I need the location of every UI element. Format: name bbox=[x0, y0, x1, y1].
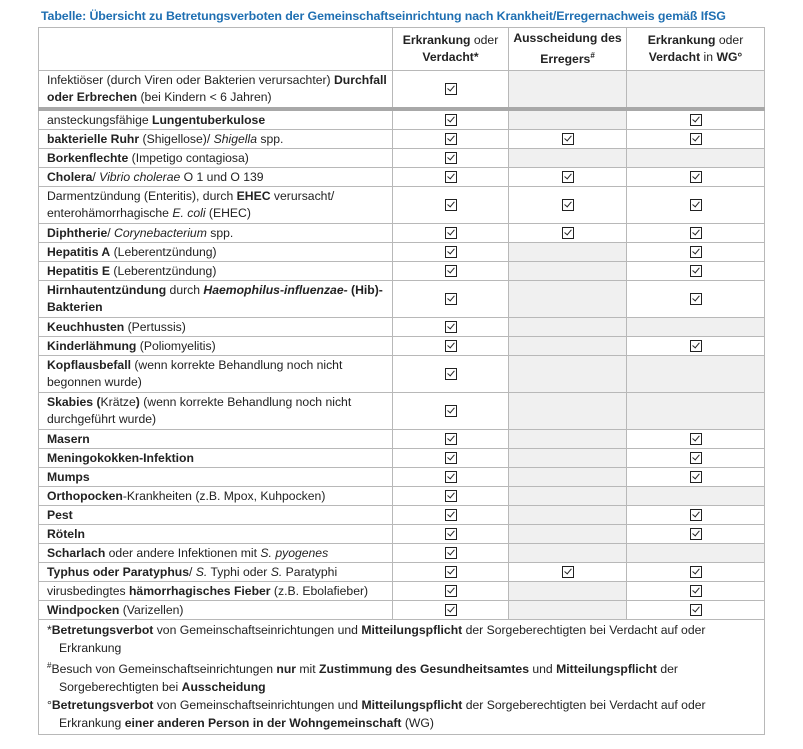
wg-cell bbox=[627, 506, 765, 525]
ausscheidung-cell bbox=[509, 281, 627, 318]
erkrankung-cell bbox=[393, 168, 509, 187]
text-segment: Hepatitis A bbox=[47, 244, 111, 259]
checked-checkbox-icon bbox=[445, 133, 457, 145]
text-segment: Mitteilungspflicht bbox=[361, 623, 463, 638]
ausscheidung-cell bbox=[509, 356, 627, 393]
footnote bbox=[47, 621, 756, 657]
table-row bbox=[39, 337, 765, 356]
text-segment: (EHEC) bbox=[205, 206, 251, 221]
text-segment: Mitteilungspflicht bbox=[556, 662, 657, 677]
erkrankung-cell bbox=[393, 487, 509, 506]
text-segment: Hirnhautentzündung bbox=[47, 283, 167, 298]
text-segment: Orthopocken bbox=[47, 488, 123, 503]
checked-checkbox-icon bbox=[690, 293, 702, 305]
text-segment: ° bbox=[47, 698, 52, 713]
footnote-row bbox=[39, 620, 765, 735]
table-row bbox=[39, 468, 765, 487]
erkrankung-cell bbox=[393, 468, 509, 487]
wg-cell bbox=[627, 430, 765, 449]
ausscheidung-cell bbox=[509, 71, 627, 110]
ausscheidung-cell bbox=[509, 468, 627, 487]
disease-label bbox=[39, 487, 393, 506]
checked-checkbox-icon bbox=[445, 171, 457, 183]
footnote-cell bbox=[39, 620, 765, 735]
text-segment: Mumps bbox=[47, 469, 90, 484]
erkrankung-cell bbox=[393, 71, 509, 110]
ausscheidung-cell bbox=[509, 130, 627, 149]
table-row bbox=[39, 71, 765, 110]
text-segment: mit bbox=[296, 662, 320, 677]
ausscheidung-cell bbox=[509, 449, 627, 468]
wg-cell bbox=[627, 356, 765, 393]
disease-label bbox=[39, 356, 393, 393]
disease-label bbox=[39, 337, 393, 356]
ausscheidung-cell bbox=[509, 149, 627, 168]
table-row bbox=[39, 187, 765, 224]
checked-checkbox-icon bbox=[690, 171, 702, 183]
erkrankung-cell bbox=[393, 582, 509, 601]
ausscheidung-cell bbox=[509, 506, 627, 525]
text-segment: (Poliomyelitis) bbox=[136, 338, 216, 353]
checked-checkbox-icon bbox=[445, 452, 457, 464]
checked-checkbox-icon bbox=[690, 246, 702, 258]
wg-cell bbox=[627, 601, 765, 620]
wg-cell bbox=[627, 468, 765, 487]
table-title: Tabelle: Übersicht zu Betretungsverboten der Gemeinschaftseinrichtung nach Krankheit/Erregernachweis gemäß IfSG bbox=[41, 9, 726, 23]
checked-checkbox-icon bbox=[690, 604, 702, 616]
erkrankung-cell bbox=[393, 130, 509, 149]
text-segment: Betretungsverbot bbox=[51, 698, 154, 713]
table-row bbox=[39, 430, 765, 449]
header-wg bbox=[627, 28, 765, 71]
text-segment: Erkrankung bbox=[402, 33, 471, 48]
checked-checkbox-icon bbox=[562, 199, 574, 211]
checked-checkbox-icon bbox=[690, 265, 702, 277]
wg-cell bbox=[627, 224, 765, 243]
ausscheidung-cell bbox=[509, 563, 627, 582]
disease-label bbox=[39, 109, 393, 130]
checked-checkbox-icon bbox=[445, 509, 457, 521]
text-segment: Ausscheidung des Erregers bbox=[513, 31, 622, 67]
erkrankung-cell bbox=[393, 393, 509, 430]
wg-cell bbox=[627, 168, 765, 187]
text-segment: (z.B. Ebolafieber) bbox=[270, 583, 369, 598]
text-segment: / bbox=[107, 225, 115, 240]
text-segment: # bbox=[47, 661, 52, 671]
text-segment: -Krankheiten (z.B. Mpox, Kuhpocken) bbox=[122, 488, 326, 503]
erkrankung-cell bbox=[393, 281, 509, 318]
checked-checkbox-icon bbox=[445, 405, 457, 417]
disease-label bbox=[39, 525, 393, 544]
text-segment: Röteln bbox=[47, 526, 85, 541]
text-segment: und bbox=[528, 662, 557, 677]
text-segment: Kopflausbefall bbox=[47, 358, 131, 373]
disease-label bbox=[39, 449, 393, 468]
header-erkrankung bbox=[393, 28, 509, 71]
text-segment: Darmentzündung (Enteritis), durch bbox=[47, 189, 237, 204]
checked-checkbox-icon bbox=[445, 471, 457, 483]
checked-checkbox-icon bbox=[445, 585, 457, 597]
text-segment: hämorrhagisches Fieber bbox=[128, 583, 271, 598]
checked-checkbox-icon bbox=[690, 585, 702, 597]
checked-checkbox-icon bbox=[690, 340, 702, 352]
text-segment: (Leberentzündung) bbox=[110, 244, 217, 259]
table-row bbox=[39, 168, 765, 187]
wg-cell bbox=[627, 449, 765, 468]
text-segment: Erkrankung bbox=[647, 33, 716, 48]
checked-checkbox-icon bbox=[445, 368, 457, 380]
erkrankung-cell bbox=[393, 318, 509, 337]
text-segment: Shigella bbox=[213, 131, 258, 146]
wg-cell bbox=[627, 187, 765, 224]
text-segment: (wenn korrekte Behandlung noch nicht begonnen wurde) bbox=[47, 358, 343, 390]
disease-label bbox=[39, 168, 393, 187]
ausscheidung-cell bbox=[509, 487, 627, 506]
text-segment: der Sorgeberechtigten bei bbox=[59, 662, 678, 695]
text-segment: Infektiöser (durch Viren oder Bakterien verursachter) bbox=[47, 73, 334, 88]
checked-checkbox-icon bbox=[445, 490, 457, 502]
checked-checkbox-icon bbox=[690, 227, 702, 239]
text-segment: (Impetigo contagiosa) bbox=[128, 150, 249, 165]
text-segment: (bei Kindern < 6 Jahren) bbox=[137, 90, 272, 105]
text-segment: Corynebacterium bbox=[114, 225, 207, 240]
erkrankung-cell bbox=[393, 337, 509, 356]
wg-cell bbox=[627, 71, 765, 110]
text-segment: Krätze bbox=[100, 395, 136, 410]
erkrankung-cell bbox=[393, 243, 509, 262]
text-segment: Ausscheidung bbox=[181, 680, 266, 695]
checked-checkbox-icon bbox=[690, 114, 702, 126]
text-segment: oder bbox=[470, 33, 499, 48]
text-segment: / bbox=[189, 564, 196, 579]
text-segment: * bbox=[47, 623, 52, 638]
wg-cell bbox=[627, 262, 765, 281]
text-segment: EHEC bbox=[236, 189, 271, 204]
disease-label bbox=[39, 187, 393, 224]
wg-cell bbox=[627, 109, 765, 130]
erkrankung-cell bbox=[393, 224, 509, 243]
disease-label bbox=[39, 563, 393, 582]
checked-checkbox-icon bbox=[690, 471, 702, 483]
text-segment: Pest bbox=[47, 507, 73, 522]
text-segment: oder bbox=[715, 33, 744, 48]
checked-checkbox-icon bbox=[690, 452, 702, 464]
text-segment: der Sorgeberechtigten bei Verdacht auf oder Erkrankung bbox=[59, 698, 706, 731]
text-segment: in bbox=[700, 50, 717, 65]
erkrankung-cell bbox=[393, 262, 509, 281]
disease-label bbox=[39, 149, 393, 168]
text-segment: Keuchhusten bbox=[47, 319, 125, 334]
ausscheidung-cell bbox=[509, 525, 627, 544]
text-segment: Meningokokken-Infektion bbox=[47, 450, 194, 465]
ausscheidung-cell bbox=[509, 430, 627, 449]
disease-label bbox=[39, 393, 393, 430]
wg-cell bbox=[627, 487, 765, 506]
wg-cell bbox=[627, 582, 765, 601]
checked-checkbox-icon bbox=[445, 340, 457, 352]
table-row bbox=[39, 243, 765, 262]
checked-checkbox-icon bbox=[445, 321, 457, 333]
table-row bbox=[39, 506, 765, 525]
text-segment: Diphtherie bbox=[47, 225, 108, 240]
checked-checkbox-icon bbox=[562, 566, 574, 578]
text-segment: Durchfall oder Erbrechen bbox=[47, 73, 387, 105]
wg-cell bbox=[627, 337, 765, 356]
erkrankung-cell bbox=[393, 544, 509, 563]
erkrankung-cell bbox=[393, 109, 509, 130]
table-row bbox=[39, 149, 765, 168]
erkrankung-cell bbox=[393, 525, 509, 544]
disease-label bbox=[39, 468, 393, 487]
text-segment: Lungentuberkulose bbox=[152, 112, 266, 127]
wg-cell bbox=[627, 563, 765, 582]
checked-checkbox-icon bbox=[445, 604, 457, 616]
footnote bbox=[47, 657, 756, 696]
table-row bbox=[39, 449, 765, 468]
wg-cell bbox=[627, 130, 765, 149]
text-segment: verursacht/ enterohämorrhagische bbox=[47, 189, 335, 221]
header-disease bbox=[39, 28, 393, 71]
disease-label bbox=[39, 544, 393, 563]
text-segment: Verdacht* bbox=[422, 50, 479, 65]
table-row bbox=[39, 130, 765, 149]
checked-checkbox-icon bbox=[562, 133, 574, 145]
text-segment: Cholera bbox=[47, 169, 93, 184]
disease-label bbox=[39, 243, 393, 262]
text-segment: spp. bbox=[206, 225, 234, 240]
checked-checkbox-icon bbox=[445, 83, 457, 95]
disease-label bbox=[39, 601, 393, 620]
table-row bbox=[39, 262, 765, 281]
text-segment: der Sorgeberechtigten bei Verdacht auf oder Erkrankung bbox=[59, 623, 706, 656]
header-row bbox=[39, 28, 765, 71]
erkrankung-cell bbox=[393, 449, 509, 468]
text-segment: Verdacht bbox=[648, 50, 701, 65]
footnotes bbox=[39, 620, 765, 735]
ausscheidung-cell bbox=[509, 393, 627, 430]
text-segment: E. coli bbox=[172, 206, 206, 221]
text-segment: oder andere Infektionen mit bbox=[105, 545, 261, 560]
text-segment: Typhi oder bbox=[207, 564, 271, 579]
disease-label bbox=[39, 430, 393, 449]
wg-cell bbox=[627, 544, 765, 563]
text-segment: ) bbox=[135, 395, 140, 410]
wg-cell bbox=[627, 318, 765, 337]
wg-cell bbox=[627, 525, 765, 544]
checked-checkbox-icon bbox=[562, 227, 574, 239]
text-segment: Masern bbox=[47, 431, 90, 446]
ausscheidung-cell bbox=[509, 582, 627, 601]
text-segment: Hepatitis E bbox=[47, 263, 110, 278]
text-segment: einer anderen Person in der Wohngemeinschaft bbox=[124, 716, 402, 731]
table-row bbox=[39, 601, 765, 620]
text-segment: Mitteilungspflicht bbox=[361, 698, 463, 713]
table-row bbox=[39, 318, 765, 337]
checked-checkbox-icon bbox=[445, 265, 457, 277]
text-segment: Zustimmung des Gesundheitsamtes bbox=[319, 662, 529, 677]
table-row bbox=[39, 544, 765, 563]
checked-checkbox-icon bbox=[690, 566, 702, 578]
table-row bbox=[39, 224, 765, 243]
erkrankung-cell bbox=[393, 187, 509, 224]
ausscheidung-cell bbox=[509, 262, 627, 281]
disease-label bbox=[39, 506, 393, 525]
table-row bbox=[39, 109, 765, 130]
text-segment: bakterielle Ruhr bbox=[47, 131, 140, 146]
text-segment: (Pertussis) bbox=[124, 319, 186, 334]
text-segment: O 1 und O 139 bbox=[180, 169, 264, 184]
ausscheidung-cell bbox=[509, 187, 627, 224]
betretungsverbote-table bbox=[38, 27, 765, 735]
ausscheidung-cell bbox=[509, 337, 627, 356]
text-segment: durch bbox=[166, 283, 204, 298]
text-segment: Kinderlähmung bbox=[47, 338, 137, 353]
text-segment: Skabies ( bbox=[47, 395, 101, 410]
erkrankung-cell bbox=[393, 563, 509, 582]
table-body bbox=[39, 71, 765, 620]
checked-checkbox-icon bbox=[562, 171, 574, 183]
checked-checkbox-icon bbox=[445, 528, 457, 540]
ausscheidung-cell bbox=[509, 168, 627, 187]
text-segment: S. bbox=[195, 564, 208, 579]
ausscheidung-cell bbox=[509, 601, 627, 620]
ausscheidung-cell bbox=[509, 544, 627, 563]
text-segment: Borkenflechte bbox=[47, 150, 129, 165]
erkrankung-cell bbox=[393, 506, 509, 525]
table-row bbox=[39, 582, 765, 601]
checked-checkbox-icon bbox=[445, 293, 457, 305]
table-row bbox=[39, 487, 765, 506]
erkrankung-cell bbox=[393, 149, 509, 168]
table-row bbox=[39, 563, 765, 582]
text-segment: Besuch von Gemeinschaftseinrichtungen bbox=[51, 662, 277, 677]
checked-checkbox-icon bbox=[690, 199, 702, 211]
disease-label bbox=[39, 318, 393, 337]
disease-label bbox=[39, 71, 393, 110]
text-segment: (Hib)-Bakterien bbox=[47, 283, 383, 315]
text-segment: nur bbox=[276, 662, 297, 677]
text-segment: spp. bbox=[257, 131, 284, 146]
wg-cell bbox=[627, 281, 765, 318]
erkrankung-cell bbox=[393, 356, 509, 393]
ausscheidung-cell bbox=[509, 318, 627, 337]
erkrankung-cell bbox=[393, 601, 509, 620]
erkrankung-cell bbox=[393, 430, 509, 449]
text-segment: (Shigellose)/ bbox=[139, 131, 214, 146]
ausscheidung-cell bbox=[509, 224, 627, 243]
ausscheidung-cell bbox=[509, 243, 627, 262]
checked-checkbox-icon bbox=[445, 114, 457, 126]
text-segment: Typhus oder Paratyphus bbox=[47, 564, 189, 579]
table-row bbox=[39, 525, 765, 544]
table-row bbox=[39, 393, 765, 430]
wg-cell bbox=[627, 393, 765, 430]
wg-cell bbox=[627, 149, 765, 168]
text-segment: / bbox=[92, 169, 100, 184]
checked-checkbox-icon bbox=[690, 509, 702, 521]
table-row bbox=[39, 281, 765, 318]
text-segment: Paratyphi bbox=[282, 564, 338, 579]
disease-label bbox=[39, 281, 393, 318]
checked-checkbox-icon bbox=[445, 199, 457, 211]
checked-checkbox-icon bbox=[445, 433, 457, 445]
checked-checkbox-icon bbox=[445, 152, 457, 164]
text-segment: Scharlach bbox=[47, 545, 106, 560]
text-segment: S. pyogenes bbox=[260, 545, 329, 560]
text-segment: von Gemeinschaftseinrichtungen und bbox=[153, 698, 362, 713]
checked-checkbox-icon bbox=[690, 433, 702, 445]
disease-label bbox=[39, 130, 393, 149]
disease-label bbox=[39, 262, 393, 281]
text-segment: Windpocken bbox=[47, 602, 120, 617]
text-segment: WG° bbox=[716, 50, 743, 65]
checked-checkbox-icon bbox=[690, 528, 702, 540]
checked-checkbox-icon bbox=[445, 246, 457, 258]
wg-cell bbox=[627, 243, 765, 262]
checked-checkbox-icon bbox=[445, 547, 457, 559]
checked-checkbox-icon bbox=[445, 227, 457, 239]
text-segment: Haemophilus-influenzae- bbox=[203, 283, 348, 298]
text-segment: (Leberentzündung) bbox=[110, 263, 217, 278]
text-segment: virusbedingtes bbox=[47, 583, 129, 598]
text-segment: von Gemeinschaftseinrichtungen und bbox=[153, 623, 362, 638]
header-ausscheidung bbox=[509, 28, 627, 71]
text-segment: (wenn korrekte Behandlung noch nicht durchgeführt wurde) bbox=[47, 395, 352, 427]
text-segment: S. bbox=[270, 564, 283, 579]
ausscheidung-cell bbox=[509, 109, 627, 130]
text-segment: (Varizellen) bbox=[119, 602, 184, 617]
disease-label bbox=[39, 582, 393, 601]
text-segment: # bbox=[590, 51, 595, 60]
text-segment: (WG) bbox=[401, 716, 434, 731]
text-segment: Betretungsverbot bbox=[51, 623, 154, 638]
checked-checkbox-icon bbox=[690, 133, 702, 145]
checked-checkbox-icon bbox=[445, 566, 457, 578]
text-segment: Vibrio cholerae bbox=[99, 169, 181, 184]
table-row bbox=[39, 356, 765, 393]
text-segment: ansteckungsfähige bbox=[47, 112, 153, 127]
footnote bbox=[47, 696, 756, 732]
disease-label bbox=[39, 224, 393, 243]
